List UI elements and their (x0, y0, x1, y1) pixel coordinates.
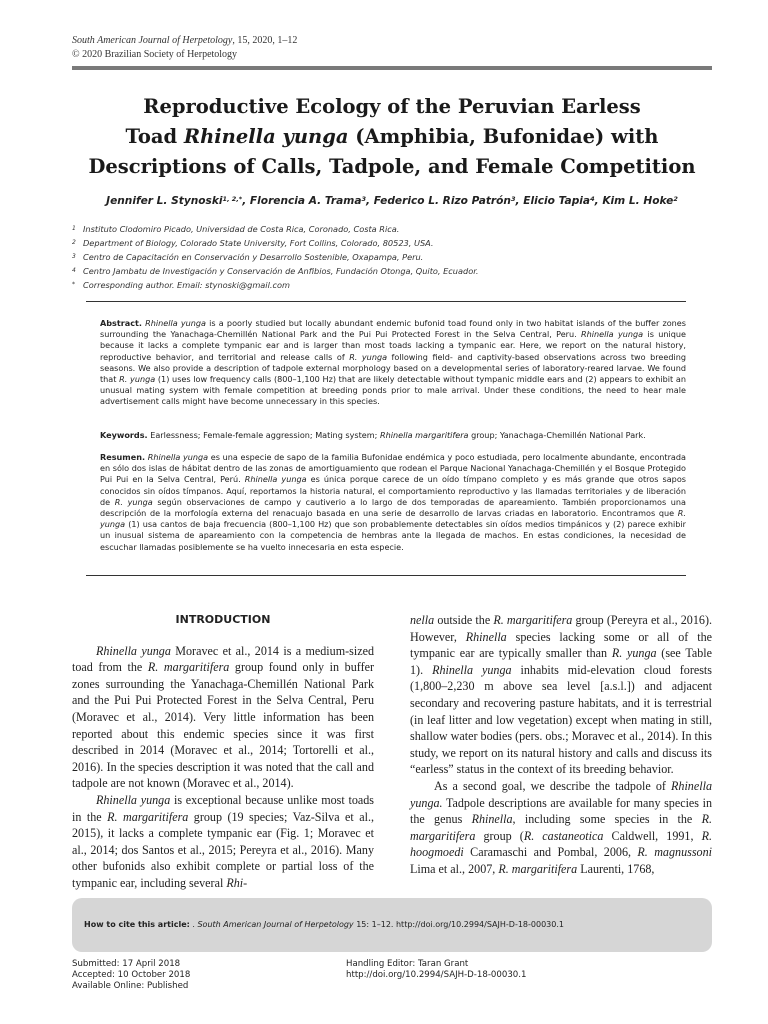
author (523, 195, 594, 207)
paragraph (410, 778, 712, 878)
cite-doi[interactable]: 15: 1–12. http://doi.org/10.2994/SAJH-D-18-00030.1 (353, 920, 564, 929)
section-heading: INTRODUCTION (175, 613, 271, 626)
body-text: (see Table 1). (410, 646, 712, 677)
title-species: Rhinella yunga (183, 125, 349, 148)
body-text: Tadpole descriptions are available for many species in the genus (410, 795, 712, 827)
resumen-text: es única porque carece de un oído tímpano completo y es más grande que otros sapos conocidos sin oídos tímpanos. Aquí, reportamos la historia natural, el comportamiento reproductivo y las llamadas territoriales y de liberación de (100, 474, 686, 507)
species-name: Rhinella (465, 629, 507, 644)
online-date: Available Online: Published (72, 981, 189, 991)
body-right-column (410, 612, 712, 878)
author-affil-mark: 2 (673, 195, 678, 203)
author-affil-mark: 1, 2,* (222, 195, 243, 203)
paragraph (72, 792, 374, 892)
resumen-species: Rhinella yunga (147, 452, 209, 462)
species-name: R. margaritifera (493, 613, 573, 627)
resumen-text: según observaciones de campo y cautiverio a lo largo de dos temporadas de apareamiento. También proporcionamos una descripción de la morfología externa del renacuajo basada en una serie de desarrollo de larvas criadas en laboratorio. Encontramos que (100, 496, 686, 519)
species-name: R. margaritifera (107, 809, 189, 824)
abstract-top-rule (86, 301, 686, 302)
journal-name: South American Journal of Herpetology (72, 35, 233, 46)
how-to-cite-label: How to cite this article: (84, 920, 190, 929)
species-name: Rhinella (471, 812, 513, 827)
body-text: Caramaschi and Pombal, 2006, (463, 845, 638, 860)
species-name: nella (410, 613, 435, 627)
author (374, 195, 516, 207)
author-name: Florencia A. Trama (249, 195, 362, 207)
species-name: Rhinella yunga (96, 792, 171, 807)
affiliation-number: 3 (72, 253, 76, 260)
body-text: group found only in buffer zones surrounding the Yanachaga-Chemillén National Park and the Pui Pui Protected Forest in the Selva Central, Peru (Moravec et al., 2014). Very little information has been reported about this endemic species since it was first described in 2014 (Moravec et al., 2014; Tortorelli et al., 2016). In the species description it was noted that the call and tadpole are not known (Moravec et al., 2014). (72, 660, 374, 791)
affiliation-text: Department of Biology, Colorado State University, Fort Collins, Colorado, 80523, USA. (83, 238, 434, 248)
affiliation-text: Centro de Capacitación en Conservación y Desarrollo Sostenible, Oxapampa, Peru. (83, 252, 424, 262)
species-name: Rhinella yunga (96, 643, 171, 658)
abstract-text: following field- and captivity-based observations across two breeding seasons. We also provide a description of tadpole external morphology based on a developmental series of laboratory-reared larvae. We found that (100, 351, 686, 385)
abstract-label: Abstract. (100, 318, 142, 328)
journal-header (72, 34, 297, 62)
body-text: group (19 species; Vaz-Silva et al., 2015), it lacks a complete tympanic ear (Fig. 1; Moravec et al., 2014; dos Santos et al., 2015; Pereyra et al., 2016). Many other bufonids also exhibit complete or partial loss of the tympanic ear, including several (72, 809, 374, 890)
resumen-text: (1) usa cantos de baja frecuencia (800–1,100 Hz) que son probablemente detectables sin oídos medios timpánicos y (2) parece exhibir un inusual sistema de apareamiento con la competencia de hembras ante la llegada de machos. En estas condiciones, la necesidad de escuchar llamadas posiblemente se ha vuelto innecesaria en esta especie. (100, 519, 686, 552)
editor-block (346, 959, 526, 981)
author-affil-mark: 4 (590, 195, 595, 203)
body-text: inhabits mid-elevation cloud forests (1,800–2,230 m above sea level [a.s.l.]) and adjacent secondary and recovering pasture habitats, and it is terrestrial (in leaf litter and low vegetation) except when mating in still, shallow water bodies (pers. obs.; Moravec et al., 2014). In this study, we report on its natural history and calls and discuss its “earless” status in the context of its breeding behavior. (410, 662, 712, 777)
body-text: Caldwell, 1991, (603, 828, 702, 843)
resumen (100, 452, 686, 553)
abstract (100, 318, 686, 408)
article-title (72, 92, 712, 182)
affiliation-text: Corresponding author. Email: stynoski@gmail.com (83, 280, 290, 290)
title-text: Toad (125, 125, 184, 148)
body-text: is exceptional because unlike most toads in the (72, 792, 374, 824)
abstract-text: is unique because it lacks a complete tympanic ear and is larger than most toads lacking a tympanic ear. Here, we report on the natural history, reproductive behavior, and territorial and release calls of (100, 329, 686, 362)
species-name: Rhinella yunga. (410, 778, 712, 810)
body-text: Laurenti, 1768, (577, 861, 655, 876)
abstract-species: Rhinella yunga (581, 329, 644, 340)
affiliation (72, 237, 672, 251)
affiliation-number: 4 (72, 267, 76, 274)
body-text: Lima et al., 2007, (410, 861, 499, 876)
dates-block (72, 959, 190, 992)
submitted-date: Submitted: 17 April 2018 (72, 959, 181, 969)
affiliation-text: Instituto Clodomiro Picado, Universidad de Costa Rica, Coronado, Costa Rica. (83, 224, 400, 234)
affiliation-list (72, 223, 672, 293)
species-name: Rhi- (226, 875, 248, 890)
title-text: (Amphibia, Bufonidae) with (348, 125, 659, 148)
body-text: group ( (475, 828, 524, 843)
affiliation-text: Centro Jambatu de Investigación y Conservación de Anfibios, Fundación Otonga, Quito, Ecuador. (83, 266, 479, 276)
author-affil-mark: 3 (510, 195, 516, 203)
paragraph (410, 612, 712, 778)
abstract-species: Rhinella yunga (145, 318, 207, 328)
author-name: Jennifer L. Stynoski (106, 195, 223, 207)
keywords (100, 430, 686, 441)
author-name: Federico L. Rizo Patrón (373, 195, 511, 207)
journal-citation-line (72, 34, 297, 48)
how-to-cite-text (84, 920, 564, 929)
title-line-1: Reproductive Ecology of the Peruvian Earless (143, 95, 641, 118)
body-text: Moravec et al., 2014 is a medium-sized toad from the (72, 643, 374, 675)
abstract-text: (1) uses low frequency calls (800–1,100 Hz) that are likely detectable without tympanic middle ears and (2) appears to exhibit an unusual mating system with female competition at breeding ponds prior to male arrival. Under these conditions, the need to hear male advertisement calls might have become unnecessary in this species. (100, 374, 686, 407)
resumen-species: R. yunga (114, 496, 153, 507)
species-name: R. castaneotica (523, 828, 604, 843)
doi-link[interactable]: http://doi.org/10.2994/SAJH-D-18-00030.1 (346, 970, 527, 980)
keywords-text: group; Yanachaga-Chemillén National Park. (468, 430, 646, 440)
abstract-text: is a poorly studied but locally abundant endemic bufonid toad found only in two habitat islands of the buffer zones surrounding the Yanachaga-Chemillén National Park and the Pui Pui Protected Forest in the Selva Central, Peru. (100, 318, 687, 340)
cite-journal: South American Journal of Herpetology (197, 920, 354, 929)
abstract-species: R. yunga (349, 351, 388, 362)
abstract-bottom-rule (86, 575, 686, 576)
handling-editor: Handling Editor: Taran Grant (346, 959, 469, 969)
body-left-column (72, 612, 374, 892)
affiliation (72, 251, 672, 265)
species-name: R. yunga (611, 646, 657, 661)
paragraph (72, 643, 374, 792)
title-line-3: Descriptions of Calls, Tadpole, and Female Competition (88, 155, 696, 178)
body-text: group (Pereyra et al., 2016). However, (410, 613, 713, 644)
body-text: species lacking some or all of the tympanic ear are typically smaller than (410, 629, 712, 661)
accepted-date: Accepted: 10 October 2018 (72, 970, 191, 980)
species-name: R. margaritifera (147, 660, 230, 675)
header-rule (72, 66, 712, 70)
species-name: Rhinella yunga (432, 662, 512, 677)
copyright-line: © 2020 Brazilian Society of Herpetology (72, 49, 238, 60)
author (250, 195, 366, 207)
author-list: Jennifer L. Stynoski$^{1, 2,*}$, Florencia A. Trama$^3$, Federico L. Rizo Patrón$^3$, Elicio Tapia$^4$, Kim L. Hoke$^2$ (106, 195, 678, 207)
abstract-species: R. yunga (119, 374, 156, 385)
resumen-label: Resumen. (100, 452, 146, 462)
author-name: Kim L. Hoke (602, 195, 674, 207)
affiliation (72, 223, 672, 237)
affiliation-number: 2 (72, 239, 76, 246)
author (602, 195, 678, 207)
journal-volume: , 15, 2020, 1–12 (232, 35, 298, 46)
species-name: R. margaritifera (498, 861, 578, 876)
resumen-species: R. yunga (100, 508, 686, 530)
keywords-label: Keywords. (100, 430, 148, 440)
species-name: R. margaritifera (410, 812, 712, 843)
author-affil-mark: 3 (361, 195, 367, 203)
body-text: outside the (434, 613, 494, 627)
affiliation-number: 1 (72, 225, 76, 232)
resumen-species: Rhinella yunga (244, 474, 307, 485)
keywords-species: Rhinella margaritifera (379, 430, 469, 440)
body-text: , including some species in the (512, 812, 702, 827)
keywords-text: Earlessness; Female-female aggression; Mating system; (150, 430, 380, 440)
title-line-2 (72, 122, 712, 152)
affiliation (72, 265, 672, 279)
species-name: R. hoogmoedi (410, 828, 712, 860)
affiliation-number: * (72, 281, 75, 288)
cite-separator: . (189, 920, 198, 929)
author-name: Elicio Tapia (523, 195, 591, 207)
resumen-text: es una especie de sapo de la familia Bufonidae endémica y poco estudiada, pero localmente abundante, encontrada en sólo dos islas de hábitat dentro de las zonas de amortiguamiento que rodean el Parque Nacional Yanachaga-Chemillén y el Bosque Protegido Pui Pui en la Selva Central, Perú. (100, 452, 686, 485)
species-name: R. magnussoni (637, 845, 712, 860)
author (106, 195, 242, 207)
body-text: As a second goal, we describe the tadpole of (434, 778, 672, 793)
affiliation (72, 279, 672, 293)
